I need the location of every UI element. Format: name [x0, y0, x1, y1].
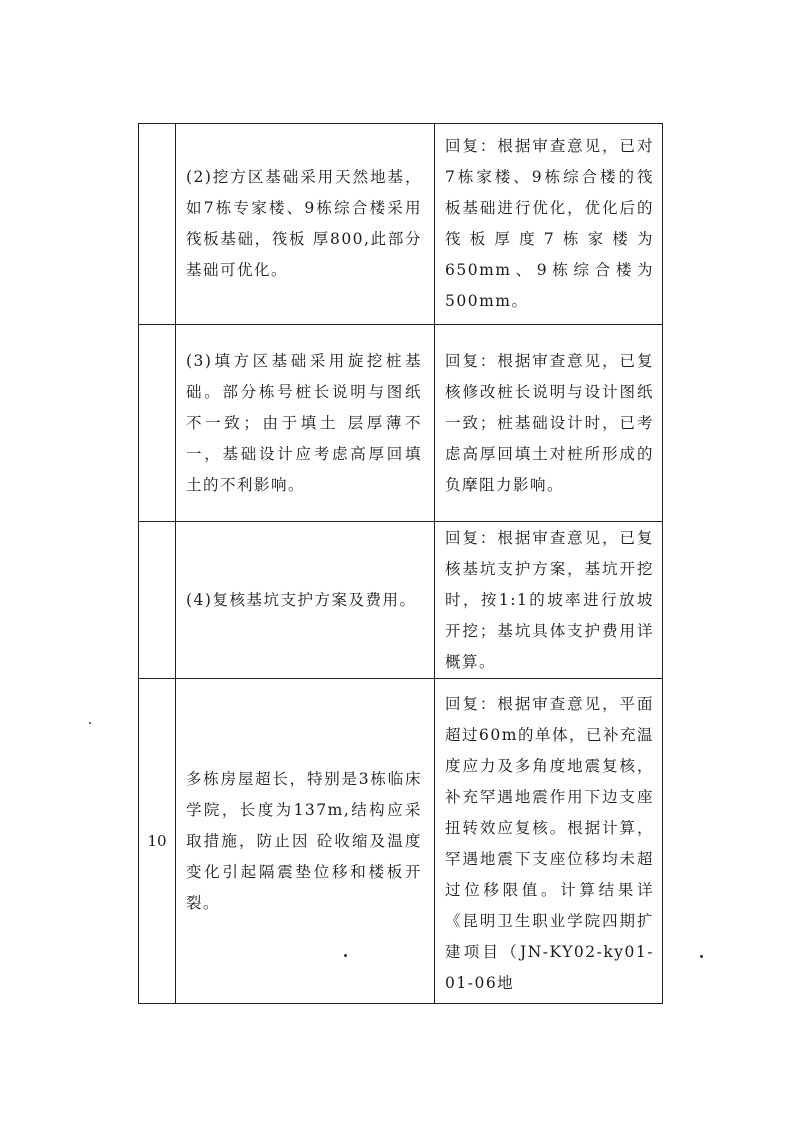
- reply-cell: 回复：根据审查意见，平面超过60m的单体，已补充温度应力及多角度地震复核，补充罕遇地震作用下边支座扭转效应复核。根据计算，罕遇地震下支座位移均未超过位移限值。计算结果详《昆明卫生职业学院四期扩建项目（JN-KY02-ky01-01-06地: [435, 679, 663, 1004]
- reply-cell: 回复：根据审查意见，已复核修改桩长说明与设计图纸一致；桩基础设计时，已考虑高厚回填土对桩所形成的负摩阻力影响。: [435, 325, 663, 522]
- issue-cell: (4)复核基坑支护方案及费用。: [176, 522, 435, 679]
- review-table: [138, 123, 663, 1004]
- scan-speck: [89, 722, 91, 724]
- reply-cell: 回复：根据审查意见，已对7栋家楼、9栋综合楼的筏板基础进行优化，优化后的筏板厚度7栋家楼为650mm、9栋综合楼为500mm。: [435, 124, 663, 325]
- row-number-cell: [139, 124, 176, 325]
- reply-cell: 回复：根据审查意见，已复核基坑支护方案，基坑开挖时，按1:1的坡率进行放坡开挖；基坑具体支护费用详概算。: [435, 522, 663, 679]
- row-number-cell: [139, 325, 176, 522]
- table-row: [139, 679, 663, 1004]
- issue-cell: (2)挖方区基础采用天然地基，如7栋专家楼、9栋综合楼采用筏板基础，筏板 厚800,此部分基础可优化。: [176, 124, 435, 325]
- scan-speck: [344, 954, 347, 957]
- table-row: [139, 124, 663, 325]
- issue-cell: (3)填方区基础采用旋挖桩基础。部分栋号桩长说明与图纸不一致；由于填土 层厚薄不一，基础设计应考虑高厚回填土的不利影响。: [176, 325, 435, 522]
- scan-speck: [700, 955, 703, 958]
- table-row: [139, 325, 663, 522]
- issue-cell: 多栋房屋超长，特别是3栋临床学院，长度为137m,结构应采取措施，防止因 砼收缩及温度变化引起隔震垫位移和楼板开裂。: [176, 679, 435, 1004]
- table-row: [139, 522, 663, 679]
- row-number-cell: [139, 522, 176, 679]
- row-number-cell: 10: [139, 679, 176, 1004]
